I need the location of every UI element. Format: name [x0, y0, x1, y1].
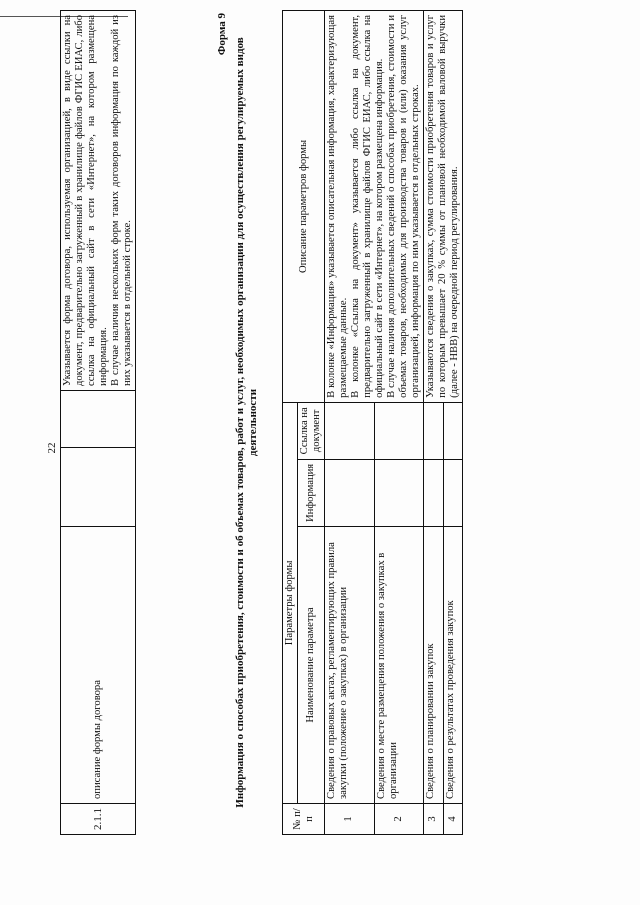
row-description-text: В колонке «Информация» указывается описательная информация, характеризующая размещаемые данные. [326, 15, 349, 398]
header-param-name: Наименование параметра [298, 527, 325, 804]
row-info-cell [443, 459, 463, 526]
form-label: Форма 9 [216, 13, 228, 56]
row-number: 2.1.1 [61, 804, 136, 835]
row-number: 1 [325, 804, 375, 835]
row-parameter-name: Сведения о результатах проведения закупок [443, 527, 463, 804]
row-link-cell [374, 402, 424, 459]
row-parameter-name: Сведения о планировании закупок [424, 527, 444, 804]
header-link: Ссылка на документ [298, 402, 325, 459]
table-row [424, 11, 444, 835]
row-info-cell [424, 459, 444, 526]
header-info: Информация [298, 459, 325, 526]
row-link-cell [424, 402, 444, 459]
row-link-cell [325, 402, 375, 459]
table-row [61, 11, 136, 835]
row-number: 4 [443, 804, 463, 835]
page-number: 22 [46, 442, 58, 454]
table-row [325, 11, 375, 835]
row-number: 3 [424, 804, 444, 835]
row-parameter-name: описание формы договора [61, 527, 136, 804]
row-info-cell [374, 459, 424, 526]
row-parameter-name: Сведения о правовых актах, регламентирующих правила закупки (положение о закупках) в организации [325, 527, 375, 804]
row-description-text-2: В случае наличия нескольких форм таких договоров информация по каждой из них указывается в отдельной строке. [110, 15, 133, 386]
row-link-cell [443, 402, 463, 459]
row-description-text-3: В случае наличия дополнительных сведений о способах приобретения, стоимости и объемах товаров, необходимых для производства товаров и (или) оказания услуг организацией, информация по ним указывается в отдельных строках. [386, 15, 421, 398]
document-title: Информация о способах приобретения, стоимости и об объемах товаров, работ и услуг, необходимых организации для осуществления регулируемых видов деятельности [234, 37, 259, 808]
form-table [282, 10, 463, 835]
row-link-cell [61, 391, 136, 448]
row-parameter-name: Сведения о месте размещения положения о закупках в организации [374, 527, 424, 804]
row-description-text-2: В колонке «Ссылка на документ» указывается либо ссылка на документ, предварительно загруженный в хранилище файлов ФГИС ЕИАС, либо ссылка на официальный сайт в сети «Интернет», на котором размещена информация. [350, 15, 385, 398]
header-params: Параметры формы [283, 402, 298, 803]
header-description: Описание параметров формы [283, 11, 325, 403]
row-info-cell [61, 448, 136, 527]
row-description [325, 11, 424, 403]
continuation-table [60, 10, 136, 835]
row-info-cell [325, 459, 375, 526]
row-description [61, 11, 136, 391]
header-row [283, 11, 298, 835]
row-number: 2 [374, 804, 424, 835]
row-description: Указываются сведения о закупках, сумма стоимости приобретения товаров и услуг по которым превышает 20 % суммы от плановой необходимой валовой выручки (далее - НВВ) на очередной период регулирования. [424, 11, 463, 403]
row-description-text: Указывается форма договора, используемая организацией, в виде ссылки на документ, предварительно загруженный в хранилище файлов ФГИС ЕИАС, либо ссылка на официальный сайт в сети «Интернет», на котором размещена информация. [62, 15, 109, 386]
header-num: № п/п [283, 804, 325, 835]
